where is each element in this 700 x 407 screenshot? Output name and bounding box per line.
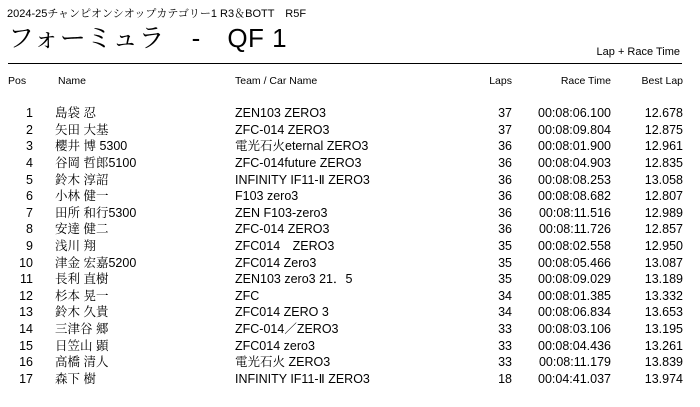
cell-race-time: 00:08:03.106: [538, 322, 611, 337]
column-header-name: Name: [58, 75, 87, 87]
cell-best-lap: 12.950: [644, 239, 683, 254]
cell-laps: 35: [498, 239, 512, 254]
cell-team: ZFC014 ZERO3: [235, 239, 335, 254]
table-row: [0, 238, 700, 255]
cell-race-time: 00:04:41.037: [538, 371, 611, 386]
cell-team: INFINITY IF11-Ⅱ ZERO3: [235, 172, 370, 187]
cell-race-time: 00:08:01.900: [538, 139, 611, 154]
cell-best-lap: 13.332: [644, 288, 683, 303]
cell-laps: 33: [498, 338, 512, 353]
cell-best-lap: 13.087: [644, 255, 683, 270]
table-row: [0, 354, 700, 371]
cell-team: ZFC014 ZERO 3: [235, 305, 329, 320]
cell-race-time: 00:08:04.903: [538, 156, 611, 171]
cell-best-lap: 13.653: [644, 305, 683, 320]
cell-best-lap: 12.857: [644, 222, 683, 237]
cell-best-lap: 12.875: [644, 122, 683, 137]
column-header-laps: Laps: [489, 75, 512, 87]
table-row: [0, 254, 700, 271]
cell-pos: 16: [19, 355, 33, 370]
cell-team: 電光石火eternal ZERO3: [235, 139, 369, 154]
cell-team: ZFC-014／ZERO3: [235, 322, 339, 337]
cell-laps: 36: [498, 205, 512, 220]
cell-name: 谷岡 哲郎5100: [55, 156, 137, 171]
column-header-team: Team / Car Name: [235, 75, 318, 87]
cell-laps: 34: [498, 288, 512, 303]
table-row: [0, 171, 700, 188]
timing-mode-label: Lap + Race Time: [596, 46, 680, 58]
table-row: [0, 371, 700, 388]
results-table: [0, 69, 700, 387]
cell-name: 津金 宏嘉5200: [55, 255, 137, 270]
cell-name: 三津谷 郷: [55, 322, 109, 337]
cell-laps: 34: [498, 305, 512, 320]
cell-best-lap: 12.807: [644, 189, 683, 204]
column-header-race-time: Race Time: [560, 75, 611, 87]
cell-pos: 2: [26, 122, 33, 137]
cell-laps: 37: [498, 122, 512, 137]
cell-best-lap: 13.974: [644, 371, 683, 386]
cell-team: ZFC014 zero3: [235, 338, 315, 353]
cell-name: 矢田 大基: [55, 122, 109, 137]
cell-team: ZFC014 Zero3: [235, 255, 317, 270]
cell-pos: 9: [26, 239, 33, 254]
cell-race-time: 00:08:11.179: [538, 355, 611, 370]
cell-pos: 12: [19, 288, 33, 303]
cell-race-time: 00:08:06.834: [538, 305, 611, 320]
table-row: [0, 205, 700, 222]
spacer-cell: [0, 93, 700, 105]
table-row: [0, 155, 700, 172]
cell-team: ZEN F103-zero3: [235, 205, 328, 220]
cell-race-time: 00:08:11.726: [538, 222, 611, 237]
cell-best-lap: 12.835: [644, 156, 683, 171]
cell-race-time: 00:08:09.804: [538, 122, 611, 137]
cell-race-time: 00:08:04.436: [538, 338, 611, 353]
table-row: [0, 105, 700, 122]
cell-team: F103 zero3: [235, 189, 299, 204]
cell-name: 鈴木 淳詔: [55, 172, 109, 187]
cell-name: 小林 健一: [55, 189, 109, 204]
cell-name: 田所 和行5300: [55, 205, 137, 220]
cell-name: 高橋 清人: [55, 355, 109, 370]
cell-laps: 18: [498, 371, 512, 386]
cell-best-lap: 13.189: [644, 272, 683, 287]
cell-best-lap: 12.678: [644, 106, 683, 121]
cell-team: ZFC-014 ZERO3: [235, 122, 330, 137]
cell-name: 安達 健二: [55, 222, 109, 237]
table-row: [0, 288, 700, 305]
cell-name: 長利 直樹: [55, 272, 109, 287]
event-subtitle: 2024-25チャンピオンシオップカテゴリー1 R3＆BOTT R5F: [7, 8, 307, 20]
table-row: [0, 122, 700, 139]
header-divider: [8, 63, 682, 64]
cell-team: ZEN103 ZERO3: [235, 106, 327, 121]
cell-race-time: 00:08:08.682: [538, 189, 611, 204]
cell-laps: 33: [498, 355, 512, 370]
table-row: [0, 337, 700, 354]
cell-pos: 5: [26, 172, 33, 187]
cell-best-lap: 13.195: [644, 322, 683, 337]
cell-best-lap: 13.261: [644, 338, 683, 353]
cell-name: 杉本 晃一: [55, 288, 109, 303]
table-row: [0, 321, 700, 338]
cell-laps: 36: [498, 156, 512, 171]
cell-team: ZFC-014 ZERO3: [235, 222, 330, 237]
cell-pos: 8: [26, 222, 33, 237]
column-header-best-lap: Best Lap: [641, 75, 683, 87]
cell-pos: 3: [26, 139, 33, 154]
cell-laps: 33: [498, 322, 512, 337]
cell-pos: 15: [19, 338, 33, 353]
cell-pos: 10: [19, 255, 33, 270]
table-row: [0, 138, 700, 155]
table-row: [0, 221, 700, 238]
cell-laps: 35: [498, 255, 512, 270]
cell-team: ZFC-014future ZERO3: [235, 156, 362, 171]
cell-race-time: 00:08:05.466: [538, 255, 611, 270]
cell-pos: 1: [26, 106, 33, 121]
cell-pos: 7: [26, 205, 33, 220]
cell-pos: 13: [19, 305, 33, 320]
cell-laps: 37: [498, 106, 512, 121]
cell-best-lap: 13.839: [644, 355, 683, 370]
cell-name: 浅川 翔: [55, 239, 96, 254]
table-row: [0, 304, 700, 321]
cell-name: 鈴木 久貴: [55, 305, 109, 320]
cell-pos: 4: [26, 156, 33, 171]
cell-race-time: 00:08:06.100: [538, 106, 611, 121]
cell-pos: 11: [20, 272, 33, 287]
cell-best-lap: 13.058: [644, 172, 683, 187]
cell-laps: 36: [498, 189, 512, 204]
cell-team: 電光石火 ZERO3: [235, 355, 331, 370]
cell-laps: 36: [498, 172, 512, 187]
cell-race-time: 00:08:11.516: [538, 205, 611, 220]
table-spacer: [0, 93, 700, 105]
cell-best-lap: 12.961: [644, 139, 683, 154]
page-title: フォーミュラ - QF 1: [8, 23, 288, 53]
cell-team: ZFC: [235, 288, 260, 303]
cell-laps: 36: [498, 222, 512, 237]
cell-pos: 6: [26, 189, 33, 204]
cell-name: 日笠山 顕: [55, 338, 109, 353]
column-header-pos: Pos: [8, 75, 27, 87]
cell-laps: 36: [498, 139, 512, 154]
cell-race-time: 00:08:09.029: [538, 272, 611, 287]
cell-race-time: 00:08:08.253: [538, 172, 611, 187]
cell-best-lap: 12.989: [644, 205, 683, 220]
cell-team: INFINITY IF11-Ⅱ ZERO3: [235, 371, 370, 386]
cell-pos: 17: [19, 371, 33, 386]
cell-laps: 35: [498, 272, 512, 287]
table-row: [0, 271, 700, 288]
cell-name: 櫻井 博 5300: [55, 139, 128, 154]
table-header-row: [0, 69, 700, 93]
cell-name: 島袋 忍: [55, 106, 96, 121]
cell-team: ZEN103 zero3 21．5: [235, 272, 353, 287]
cell-race-time: 00:08:02.558: [538, 239, 611, 254]
table-row: [0, 188, 700, 205]
cell-pos: 14: [19, 322, 33, 337]
cell-race-time: 00:08:01.385: [538, 288, 611, 303]
cell-name: 森下 樹: [55, 371, 96, 386]
